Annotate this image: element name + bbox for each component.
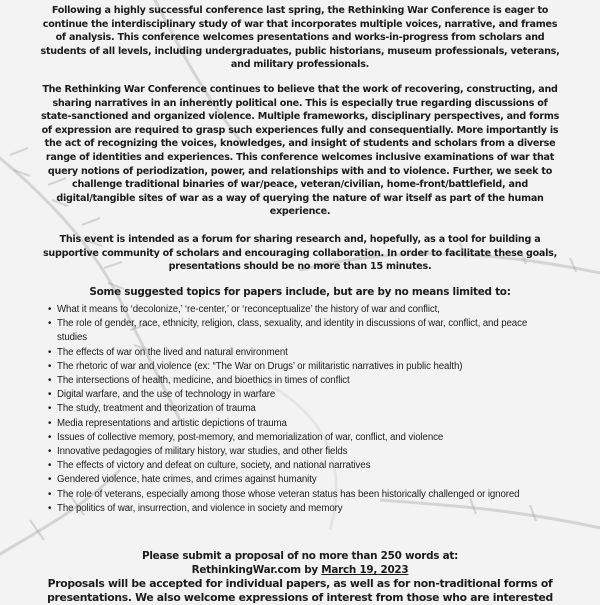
topic-item bbox=[48, 459, 548, 473]
topics-list bbox=[48, 303, 548, 516]
topic-text: The role of gender, race, ethnicity, religion, class, sexuality, and identity in discussions of war, conflict, and peace studies bbox=[57, 318, 528, 344]
bullet-icon: • bbox=[48, 389, 52, 401]
proposals-line-2: presentations. We also welcome expressions of interest from those who are interested bbox=[47, 591, 553, 604]
bullet-icon: • bbox=[48, 318, 52, 330]
topic-item bbox=[48, 374, 548, 388]
topic-item bbox=[48, 502, 548, 516]
bullet-icon: • bbox=[48, 360, 52, 372]
topic-item bbox=[48, 417, 548, 431]
topic-item bbox=[48, 388, 548, 402]
bullet-icon: • bbox=[48, 431, 52, 443]
bullet-icon: • bbox=[48, 403, 52, 415]
topic-text: Issues of collective memory, post-memory, and memorialization of war, conflict, and violence bbox=[57, 431, 444, 443]
topic-text: The effects of victory and defeat on culture, society, and national narratives bbox=[57, 460, 371, 472]
bullet-icon: • bbox=[48, 417, 52, 429]
topic-text: The study, treatment and theorization of trauma bbox=[57, 403, 256, 415]
topic-text: The effects of war on the lived and natural environment bbox=[57, 346, 288, 358]
topic-item bbox=[48, 473, 548, 487]
topic-text: What it means to ‘decolonize,’ ‘re-center,’ or ‘reconceptualize’ the history of war and conflict, bbox=[57, 304, 440, 315]
topic-text: The role of veterans, especially among those whose veteran status has been historically challenged or ignored bbox=[57, 488, 520, 500]
proposals-line-1: Proposals will be accepted for individual papers, as well as for non-traditional forms of bbox=[47, 577, 553, 590]
topic-item bbox=[48, 360, 548, 374]
bullet-icon: • bbox=[48, 502, 52, 514]
topic-item bbox=[48, 488, 548, 502]
intro-paragraph-3: This event is intended as a forum for sharing research and, hopefully, as a tool for building a supportive community of scholars and encouraging collaboration. In order to facilitate these goals, presentations should be no more than 15 minutes. bbox=[42, 234, 558, 273]
bullet-icon: • bbox=[48, 460, 52, 472]
submission-instructions bbox=[0, 549, 600, 577]
bullet-icon: • bbox=[48, 304, 52, 315]
topic-item bbox=[48, 317, 548, 345]
submission-site-link[interactable]: RethinkingWar.com by bbox=[191, 564, 322, 576]
topic-text: Innovative pedagogies of military history, war studies, and other fields bbox=[57, 446, 348, 458]
topic-text: Gendered violence, hate crimes, and crimes against humanity bbox=[57, 474, 317, 486]
topic-item bbox=[48, 402, 548, 416]
bullet-icon: • bbox=[48, 474, 52, 486]
submission-line: Please submit a proposal of no more than 250 words at: bbox=[142, 550, 458, 562]
bullet-icon: • bbox=[48, 446, 52, 458]
topic-text: The politics of war, insurrection, and violence in society and memory bbox=[57, 502, 343, 514]
intro-paragraph-2: The Rethinking War Conference continues to believe that the work of recovering, constructing, and sharing narratives in an inherently political one. This is especially true regarding discussions of state-sanctioned and organized violence. Multiple frameworks, disciplinary perspectives, and forms of expression are required to grasp such experiences fully and consequentially. More importantly is the act of recognizing the voices, knowledges, and insight of students and scholars from a diverse range of identities and experiences. This conference welcomes inclusive examinations of war that query notions of periodization, power, and relationships with and to violence. Further, we seek to challenge traditional binaries of war/peace, veteran/civilian, home-front/battlefield, and digital/tangible sites of war as a way of querying the nature of war itself as part of the human experience. bbox=[40, 84, 560, 218]
bullet-icon: • bbox=[48, 375, 52, 387]
proposals-text bbox=[0, 577, 600, 605]
topic-item bbox=[48, 431, 548, 445]
topic-text: The intersections of health, medicine, and bioethics in times of conflict bbox=[57, 375, 350, 387]
topic-item bbox=[48, 445, 548, 459]
topics-heading: Some suggested topics for papers include, but are by no means limited to: bbox=[89, 286, 511, 298]
bullet-icon: • bbox=[48, 488, 52, 500]
topic-item bbox=[48, 346, 548, 360]
topic-item bbox=[48, 303, 548, 317]
intro-paragraph-1: Following a highly successful conference last spring, the Rethinking War Conference is eager to continue the interdisciplinary study of war that incorporates multiple voices, narrative, and frames of analysis. This conference welcomes presentations and works-in-progress from scholars and students of all levels, including undergraduates, public historians, museum professionals, veterans, and military professionals. bbox=[40, 5, 560, 71]
topic-text: Media representations and artistic depictions of trauma bbox=[57, 417, 287, 429]
topic-text: Digital warfare, and the use of technology in warfare bbox=[57, 389, 276, 401]
topic-text: The rhetoric of war and violence (ex: “The War on Drugs’ or militaristic narratives in public health) bbox=[57, 360, 463, 372]
submission-site-line bbox=[0, 563, 600, 577]
bullet-icon: • bbox=[48, 346, 52, 358]
submission-deadline: March 19, 2023 bbox=[321, 564, 409, 576]
